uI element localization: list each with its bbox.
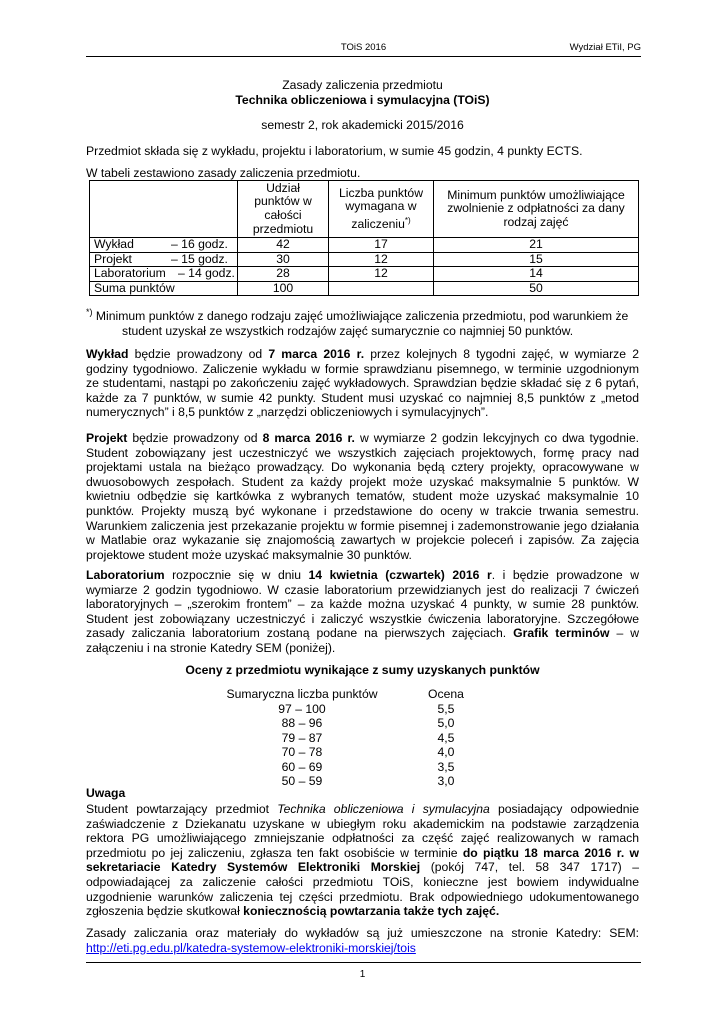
table-row — [225, 745, 472, 760]
row-name: Wykład — [94, 237, 134, 251]
lecture-label: Wykład — [86, 347, 129, 361]
row-share: 100 — [238, 281, 329, 296]
grade-range: 79 – 87 — [281, 730, 323, 745]
row-minimum: 14 — [434, 267, 639, 282]
lecture-text-2: przez kolejnych 8 tygodni zajęć, w wymiarze 2 godziny tygodniowo. Zaliczenie wykładu w formie sprawdzianu pisemnego, w terminie uzgodnionym ze studentami, nastąpi po zakończeniu zajęć wykładowych. Sprawdzian będzie składać się z 6 pytań, każde za 7 punktów, w sumie 42 punkty. Student musi uzyskać co najmniej 8,5 punktów z „metod numerycznych” i 8,5 punktów z „narzędzi obliczeniowych i symulacyjnych”. — [86, 347, 639, 420]
row-name: Projekt — [94, 251, 132, 266]
table-row — [90, 267, 639, 282]
lecture-text-1: będzie prowadzony od — [128, 347, 269, 361]
table-row — [225, 702, 472, 717]
header-required — [329, 181, 434, 238]
note-heading: Uwaga — [86, 786, 126, 800]
row-required: 12 — [329, 252, 434, 267]
grade-range: 97 – 100 — [278, 701, 326, 716]
table-row — [90, 281, 639, 296]
header-course: TOiS 2016 — [340, 42, 387, 53]
page-header — [86, 40, 641, 57]
header-share-text: Udział punktów w całości przedmiotu — [252, 180, 314, 236]
row-share: 30 — [238, 252, 329, 267]
grades-title: Oceny z przedmiotu wynikające z sumy uzyskanych punktów — [185, 663, 540, 677]
header-required-mark: *) — [404, 215, 411, 225]
table-row — [225, 716, 472, 731]
grade-value: 5,0 — [437, 716, 455, 730]
page-number: 1 — [359, 969, 366, 980]
table-row — [225, 760, 472, 775]
project-paragraph — [86, 431, 639, 562]
note-consequence: koniecznością powtarzania także tych zajęć. — [243, 904, 500, 919]
laboratory-date: 14 kwietnia (czwartek) 2016 r — [308, 568, 492, 582]
header-required-text: Liczba punktów wymagana w zaliczeniu — [338, 185, 423, 231]
row-minimum: 15 — [434, 252, 639, 267]
grade-range: 88 – 96 — [281, 716, 323, 730]
grade-range: 50 – 59 — [281, 774, 323, 788]
grade-value: 3,0 — [437, 774, 455, 788]
footnote-mark: *) — [86, 307, 93, 317]
table-row — [225, 731, 472, 746]
title-line-1: Zasady zaliczenia przedmiotu — [282, 78, 443, 92]
laboratory-label: Laboratorium — [86, 568, 165, 582]
grade-value: 4,0 — [437, 745, 455, 759]
row-label — [90, 238, 238, 253]
grades-col-points: Sumaryczna liczba punktów — [226, 687, 378, 701]
note-subject: Technika obliczeniowa i symulacyjna — [277, 802, 490, 816]
header-empty-cell — [90, 181, 238, 238]
project-text-1: będzie prowadzony od — [127, 431, 263, 445]
footer-divider — [86, 962, 641, 963]
footnote-text: Minimum punktów z danego rodzaju zajęć umożliwiające zaliczenia przedmiotu, pod warunkiem że student uzyskał ze wszystkich rodzajów zajęć sumarycznie co najmniej 50 punktów. — [92, 309, 629, 338]
grade-range: 70 – 78 — [281, 745, 323, 759]
closing-text: Zasady zaliczania oraz materiały do wykładów są już umieszczone na stronie Katedry: SEM: — [86, 926, 639, 940]
grades-col-grade: Ocena — [428, 687, 464, 701]
note-text-2: posiadający odpowiednie zaświadczenie z Dziekanatu uzyskane w ubiegłym roku akademickim na podstawie zarządzenia rektora PG umożliwiającego zmniejszanie odpłatności za część zajęć realizowanych w ramach przedmiotu po jej zaliczeniu, zgłasza ten fakt osobiście w terminie — [86, 802, 639, 860]
project-label: Projekt — [86, 431, 128, 445]
row-required — [329, 281, 434, 296]
laboratory-text-2: . i będzie prowadzone w wymiarze 2 godzin tygodniowo. W czasie laboratorium przewidzianych jest do realizacji 7 ćwiczeń laboratoryjnych – „szerokim frontem” – za każde można uzyskać 4 punkty, w sumie 28 punktów. Student jest zobowiązany uczestniczyć i zaliczyć wszystkie ćwiczenia laboratoryjne. Szczegółowe zasady zaliczania laboratorium zostaną podane na pierwszych zajęciach. — [86, 568, 639, 641]
row-minimum: 21 — [434, 238, 639, 253]
row-minimum: 50 — [434, 281, 639, 296]
row-label — [90, 267, 238, 282]
note-text-1: Student powtarzający przedmiot — [86, 802, 278, 816]
grade-value: 5,5 — [437, 701, 455, 716]
grade-range: 60 – 69 — [281, 759, 323, 774]
row-required: 12 — [329, 267, 434, 282]
document-title — [86, 78, 639, 107]
row-name: Laboratorium — [94, 266, 166, 281]
project-text-2: w wymiarze 2 godzin lekcyjnych co dwa tygodnie. Student zobowiązany jest uczestniczyć we wszystkich zajęciach projektowych, formę pracy nad projektami ustala na bieżąco prowadzący. Do wykonania będą cztery projekty, opracowywane w dwuosobowych zespołach. Student za każdy projekt może uzyskać maksymalnie 5 punktów. W kwietniu odbędzie się kartkówka z wybranych tematów, student może uzyskać maksymalnie 10 punktów. Projekty muszą być wykonane i przedstawione do oceny w trakcie trwania semestru. Warunkiem zaliczenia jest przekazanie projektu w formie pisemnej i zademonstrowanie jego działania w Matlabie oraz wykazanie się znajomością zawartych w projekcie poleceń i zapisów. Za zajęcia projektowe student może uzyskać maksymalnie 30 punktów. — [86, 431, 639, 562]
laboratory-paragraph — [86, 568, 639, 656]
grade-value: 4,5 — [437, 730, 455, 745]
header-minimum — [434, 181, 639, 238]
sem-website-link[interactable]: http://eti.pg.edu.pl/katedra-systemow-elektroniki-morskiej/tois — [86, 940, 416, 955]
points-table — [89, 180, 639, 296]
table-intro: W tabeli zestawiono zasady zaliczenia przedmiotu. — [86, 166, 361, 180]
row-share: 28 — [238, 267, 329, 282]
closing-paragraph — [86, 926, 639, 955]
row-hours: – 15 godz. — [171, 251, 228, 266]
header-minimum-text: Minimum punktów umożliwiające zwolnienie z odpłatności za dany rodzaj zajęć — [447, 187, 625, 229]
intro-paragraph: Przedmiot składa się z wykładu, projektu i laboratorium, w sumie 45 godzin, 4 punkty ECTS. — [86, 144, 583, 158]
row-label — [90, 281, 238, 296]
note-text-3: (pokój 747, tel. 58 347 1717) – odpowiadającej za zaliczenie całości przedmiotu TOiS, konieczne jest bowiem indywidualne uzgodnienie warunków zaliczenia tej części przedmiotu. Brak odpowiedniego udokumentowanego zgłoszenia będzie skutkował — [86, 860, 639, 919]
header-share — [238, 181, 329, 238]
lecture-date: 7 marca 2016 r. — [268, 347, 365, 361]
row-share: 42 — [238, 238, 329, 253]
note-deadline: do piątku 18 marca 2016 r. w sekretariacie Katedry Systemów Elektroniki Morskiej — [86, 845, 639, 875]
row-name: Suma punktów — [94, 280, 175, 295]
grades-table — [225, 687, 472, 789]
grades-header — [225, 687, 472, 702]
row-hours: – 16 godz. — [171, 237, 228, 251]
footnote — [86, 305, 639, 338]
grade-value: 3,5 — [437, 759, 455, 774]
table-row — [90, 252, 639, 267]
lecture-paragraph — [86, 347, 639, 420]
row-label — [90, 252, 238, 267]
header-faculty: Wydział ETiI, PG — [569, 42, 641, 53]
semester-info: semestr 2, rok akademicki 2015/2016 — [261, 118, 464, 132]
row-hours: – 14 godz. — [178, 266, 235, 281]
laboratory-text-1: rozpocznie się w dniu — [164, 568, 309, 582]
schedule-label: Grafik terminów — [513, 626, 610, 641]
note-paragraph — [86, 802, 639, 919]
title-line-2: Technika obliczeniowa i symulacyjna (TOiS) — [235, 92, 490, 107]
row-required: 17 — [329, 238, 434, 253]
laboratory-text-3: – w załączeniu i na stronie Katedry SEM (poniżej). — [86, 626, 640, 655]
project-date: 8 marca 2016 r. — [262, 431, 355, 445]
table-row — [90, 238, 639, 253]
points-table-header — [90, 181, 639, 238]
